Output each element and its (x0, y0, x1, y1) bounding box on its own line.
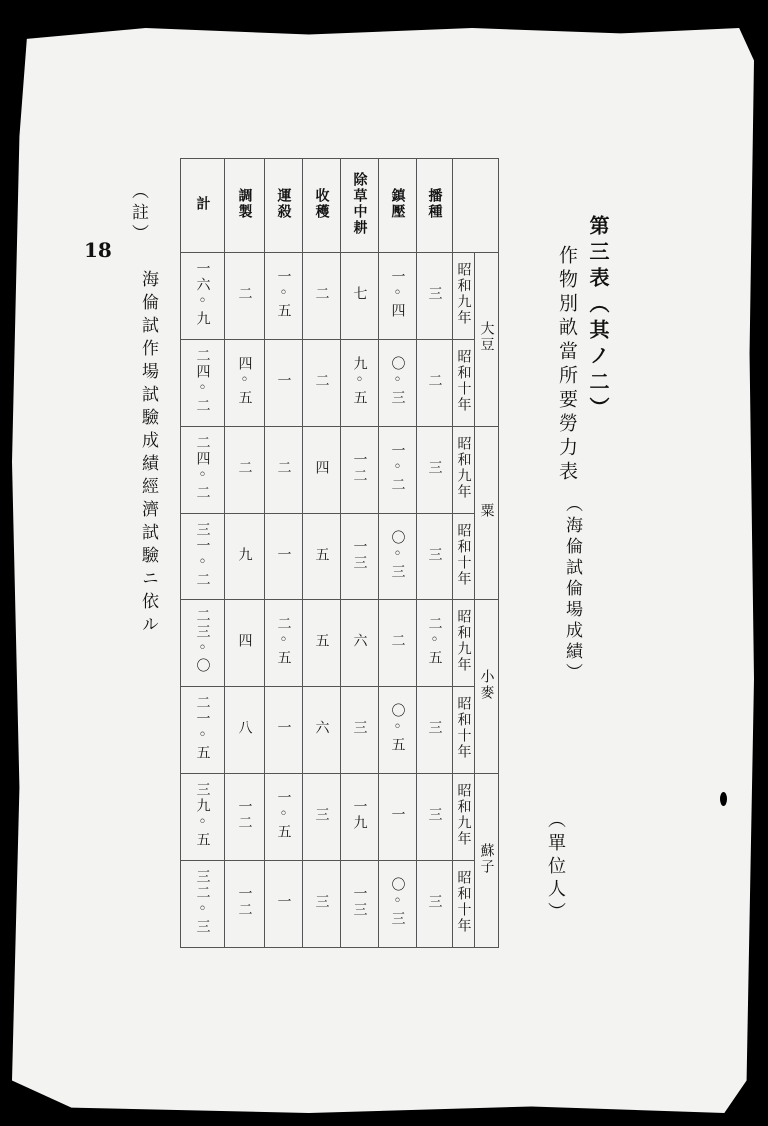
note-label: （註） (128, 182, 148, 245)
cell-value: 三一◦二 (194, 521, 211, 588)
table-cell (417, 339, 453, 426)
table-cell (225, 253, 265, 340)
table-cell (417, 861, 453, 948)
cell-value: 三二◦三 (194, 869, 211, 936)
table-cell (417, 426, 453, 513)
table-cell (303, 513, 341, 600)
table-cell (265, 774, 303, 861)
table-cell (379, 861, 417, 948)
cell-value: 三 (313, 894, 330, 911)
cell-value: 二 (236, 285, 253, 302)
cell-value: 一◦五 (275, 268, 292, 319)
table-cell (181, 861, 225, 948)
table-cell (341, 253, 379, 340)
cell-value: 二三◦〇 (194, 608, 211, 675)
cell-value: 三 (313, 807, 330, 824)
cell-value: 二 (313, 372, 330, 389)
cell-value: 一三 (351, 538, 368, 571)
row-header-cell (265, 159, 303, 253)
year-label: 昭和十年 (455, 348, 472, 413)
crop-name: 粟 (478, 503, 495, 520)
cell-value: 四◦五 (236, 355, 253, 406)
cell-value: 五 (313, 546, 330, 563)
smudge-mark (720, 792, 727, 806)
cell-value: 四 (313, 459, 330, 476)
year-label: 昭和九年 (455, 261, 472, 326)
table-title: 第三表（其ノ二） (586, 215, 610, 423)
table-cell (265, 861, 303, 948)
cell-value: 二 (236, 459, 253, 476)
cell-value: 二四◦二 (194, 347, 211, 414)
table-cell (303, 339, 341, 426)
year-label: 昭和十年 (455, 696, 472, 761)
cell-value: 一二 (351, 451, 368, 484)
cell-value: 一◦五 (275, 790, 292, 841)
table-cell (181, 687, 225, 774)
table-cell (379, 426, 417, 513)
table-cell (225, 339, 265, 426)
table-cell (225, 861, 265, 948)
cell-value: 二 (389, 633, 406, 650)
table-cell (341, 687, 379, 774)
table-cell (181, 774, 225, 861)
cell-value: 一三 (351, 886, 368, 919)
table-cell (417, 687, 453, 774)
note-text: 海倫試作場試驗成績經濟試驗ニ依ル (138, 270, 158, 638)
table-cell (265, 687, 303, 774)
table-cell (379, 774, 417, 861)
table-cell (225, 426, 265, 513)
year-cell (453, 513, 475, 600)
table-cell (265, 600, 303, 687)
cell-value: 二四◦二 (194, 434, 211, 501)
row-header-label: 收穫 (313, 187, 330, 220)
cell-value: 八 (236, 720, 253, 737)
table-cell (379, 253, 417, 340)
table-cell (341, 861, 379, 948)
table-cell (341, 426, 379, 513)
unit-label: （單位人） (545, 810, 566, 925)
crop-cell (475, 600, 499, 774)
cell-value: 一 (275, 894, 292, 911)
table-cell (341, 513, 379, 600)
table-cell (181, 600, 225, 687)
cell-value: 三 (426, 720, 443, 737)
cell-value: 一 (389, 807, 406, 824)
table-cell (379, 600, 417, 687)
table-cell (417, 600, 453, 687)
table-cell (379, 687, 417, 774)
cell-value: 一 (275, 372, 292, 389)
table-cell (341, 774, 379, 861)
cell-value: 一 (275, 720, 292, 737)
year-cell (453, 687, 475, 774)
row-header-label: 計 (194, 195, 211, 212)
cell-value: 一二 (236, 886, 253, 919)
cell-value: 五 (313, 633, 330, 650)
year-cell (453, 426, 475, 513)
table-cell (225, 600, 265, 687)
cell-value: 〇◦三 (389, 529, 406, 580)
year-label: 昭和九年 (455, 435, 472, 500)
table-cell (303, 687, 341, 774)
crop-name: 小麥 (478, 668, 495, 701)
cell-value: 〇◦五 (389, 703, 406, 754)
year-cell (453, 253, 475, 340)
table-cell (303, 426, 341, 513)
row-header-cell (379, 159, 417, 253)
cell-value: 〇◦三 (389, 877, 406, 928)
row-header-cell (181, 159, 225, 253)
table-cell (341, 339, 379, 426)
cell-value: 〇◦三 (389, 355, 406, 406)
year-cell (453, 339, 475, 426)
row-header-cell (225, 159, 265, 253)
table-subtitle: 作物別畝當所要勞力表 (556, 245, 578, 485)
crop-cell (475, 253, 499, 427)
cell-value: 三 (351, 720, 368, 737)
cell-value: 一◦二 (389, 442, 406, 493)
table-cell (303, 600, 341, 687)
corner-cell (453, 159, 499, 253)
crop-cell (475, 774, 499, 948)
year-label: 昭和九年 (455, 609, 472, 674)
cell-value: 二◦五 (426, 616, 443, 667)
cell-value: 六 (351, 633, 368, 650)
cell-value: 六 (313, 720, 330, 737)
cell-value: 二◦五 (275, 616, 292, 667)
table-source: （海倫試倫場成績） (562, 495, 582, 684)
cell-value: 三 (426, 807, 443, 824)
cell-value: 七 (351, 285, 368, 302)
table-cell (225, 774, 265, 861)
cell-value: 三 (426, 546, 443, 563)
table-cell (417, 513, 453, 600)
table-cell (417, 774, 453, 861)
crop-name: 大豆 (478, 321, 495, 354)
cell-value: 一九 (351, 799, 368, 832)
row-header-label: 鎮壓 (389, 187, 406, 220)
cell-value: 一二 (236, 799, 253, 832)
cell-value: 一六◦九 (194, 260, 211, 327)
year-cell (453, 600, 475, 687)
crop-cell (475, 426, 499, 600)
row-header-cell (341, 159, 379, 253)
cell-value: 四 (236, 633, 253, 650)
table-cell (225, 687, 265, 774)
cell-value: 一◦四 (389, 268, 406, 319)
table-cell (265, 253, 303, 340)
row-header-cell (303, 159, 341, 253)
labor-table (180, 158, 499, 948)
cell-value: 三 (426, 285, 443, 302)
row-header-label: 播種 (426, 187, 443, 220)
table-cell (303, 253, 341, 340)
table-cell (181, 253, 225, 340)
page-number: 18 (84, 238, 112, 262)
year-cell (453, 861, 475, 948)
year-label: 昭和九年 (455, 783, 472, 848)
year-label: 昭和十年 (455, 870, 472, 935)
cell-value: 三 (426, 459, 443, 476)
table-cell (379, 339, 417, 426)
cell-value: 三 (426, 894, 443, 911)
row-header-cell (417, 159, 453, 253)
table-cell (265, 513, 303, 600)
cell-value: 二一◦五 (194, 695, 211, 762)
table-cell (225, 513, 265, 600)
row-header-label: 調製 (236, 187, 253, 220)
cell-value: 二 (313, 285, 330, 302)
table-cell (181, 426, 225, 513)
table-cell (265, 339, 303, 426)
table-cell (181, 339, 225, 426)
table-cell (379, 513, 417, 600)
crop-name: 蘇子 (478, 842, 495, 875)
cell-value: 三九◦五 (194, 782, 211, 849)
table-cell (303, 861, 341, 948)
table-cell (265, 426, 303, 513)
cell-value: 一 (275, 546, 292, 563)
row-header-label: 運殺 (275, 187, 292, 220)
cell-value: 九◦五 (351, 355, 368, 406)
cell-value: 二 (275, 459, 292, 476)
table-cell (181, 513, 225, 600)
table-cell (341, 600, 379, 687)
year-cell (453, 774, 475, 861)
table-cell (417, 253, 453, 340)
cell-value: 二 (426, 372, 443, 389)
row-header-label: 除草中耕 (351, 171, 368, 236)
table-cell (303, 774, 341, 861)
year-label: 昭和十年 (455, 522, 472, 587)
cell-value: 九 (236, 546, 253, 563)
